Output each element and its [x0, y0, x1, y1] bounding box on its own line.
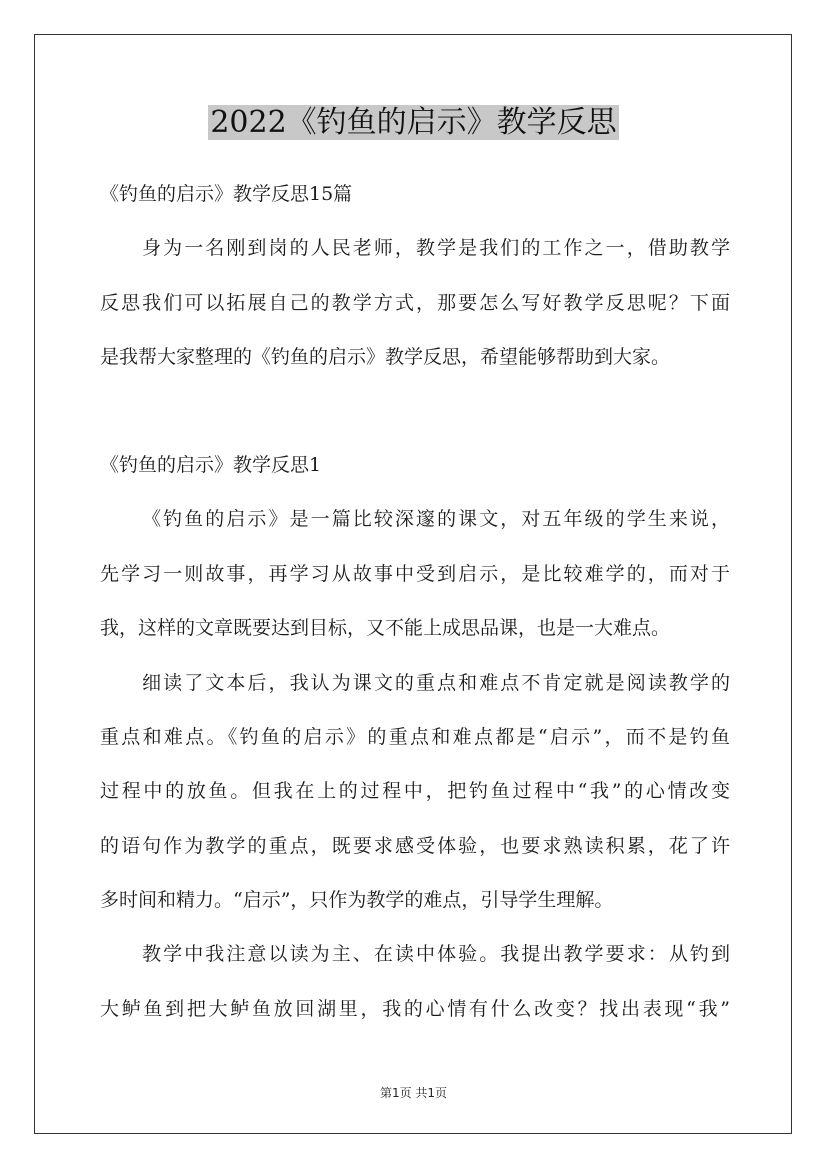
- para2-line-1: [100, 670, 730, 696]
- para2-line-4: 的语句作为教学的重点，既要求感受体验，也要求熟读积累，花了许: [100, 835, 730, 857]
- document-title-text: 2022《钓鱼的启示》教学反思: [210, 105, 617, 140]
- para2-line-3: 过程中的放鱼。但我在上的过程中，把钓鱼过程中“我”的心情改变: [100, 780, 730, 802]
- para2-line-1-text: 细读了文本后，我认为课文的重点和难点不肯定就是阅读教学的: [140, 672, 730, 694]
- para3-line-1: [100, 941, 730, 967]
- para1-line-2: 先学习一则故事，再学习从故事中受到启示，是比较难学的，而对于: [100, 563, 730, 585]
- intro-line-1: [100, 235, 730, 261]
- para1-line-1: [100, 506, 730, 532]
- para3-line-2: 大鲈鱼到把大鲈鱼放回湖里，我的心情有什么改变？找出表现“我”: [100, 998, 730, 1020]
- document-title: [0, 103, 827, 143]
- para2-line-5: 多时间和精力。“启示”，只作为教学的难点，引导学生理解。: [100, 889, 614, 911]
- intro-line-3: 是我帮大家整理的《钓鱼的启示》教学反思，希望能够帮助到大家。: [100, 346, 671, 368]
- intro-line-1-text: 身为一名刚到岗的人民老师，教学是我们的工作之一，借助教学: [140, 237, 730, 259]
- para2-line-2: 重点和难点。《钓鱼的启示》的重点和难点都是“启示”，而不是钓鱼: [100, 726, 730, 748]
- subtitle: 《钓鱼的启示》教学反思15篇: [100, 183, 353, 205]
- section-heading-1: 《钓鱼的启示》教学反思1: [100, 454, 322, 476]
- para1-line-3: 我，这样的文章既要达到目标，又不能上成思品课，也是一大难点。: [100, 617, 671, 639]
- intro-line-2: 反思我们可以拓展自己的教学方式，那要怎么写好教学反思呢？下面: [100, 292, 730, 314]
- para3-line-1-text: 教学中我注意以读为主、在读中体验。我提出教学要求：从钓到: [140, 943, 730, 965]
- page-footer: 第1页 共1页: [379, 1086, 448, 1100]
- para1-line-1-text: 《钓鱼的启示》是一篇比较深邃的课文，对五年级的学生来说，: [140, 508, 730, 530]
